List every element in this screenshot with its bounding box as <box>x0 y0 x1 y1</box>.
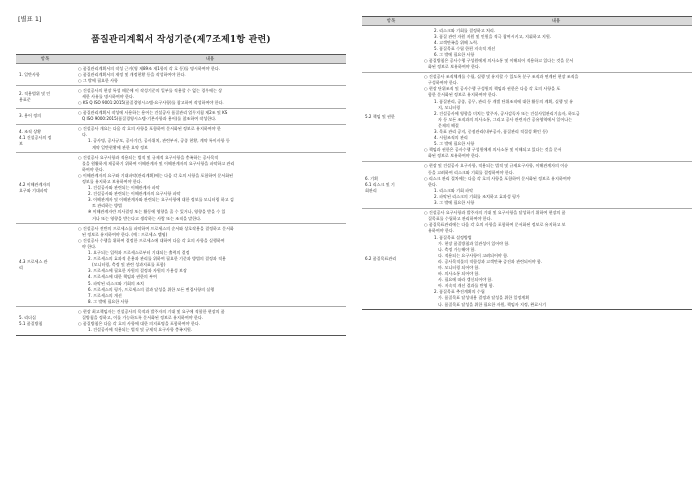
right-table-body <box>362 26 692 310</box>
row-content-cell <box>74 108 346 124</box>
content-line: 3. 그 밖에 필요한 사항 <box>434 200 475 206</box>
annex-label: [별표 1] <box>18 15 42 23</box>
item-label: 4.3 프로세스 관 <box>19 259 48 265</box>
row-item-cell <box>362 72 420 161</box>
row-content-cell <box>74 224 346 307</box>
content-line: ○ 건설공사의 현장 특성 때문에 이 작성기준의 일부를 적용할 수 없는 경우에는 상 <box>78 87 223 93</box>
content-line: ○ 현장 및 건설공사 요구사항, 적용되는 법적 및 규제요구사항, 이해관계자의 이슈 <box>424 163 569 169</box>
content-line: 하여야 한다. <box>82 166 105 172</box>
content-line: 마. 모니터링 되어야 함. <box>438 264 480 270</box>
table-row <box>362 72 692 161</box>
content-line: 아. 지속적 개선 결과를 반영 함. <box>438 283 494 289</box>
table-header-row <box>362 17 692 26</box>
header-content: 내용 <box>74 55 346 64</box>
content-line: 1. 공사명, 공사규모, 공사기간, 공사위치, 관련부서, 공종 현황, 계약 특이사항 등 <box>88 138 230 144</box>
content-line: 구성하여야 한다. <box>428 80 458 86</box>
table-row <box>362 26 692 73</box>
table-row <box>16 86 346 108</box>
item-label: 6.1 리스크 및 기 <box>365 181 395 187</box>
item-label: 2. 적용범위 및 인 <box>19 90 51 96</box>
content-line: 1. 건설공사에 적용되는 법적 및 규제적 요구사항 충족지원. <box>88 327 193 333</box>
content-line: ○ 이해관계자의 요구와 기대파악(관리계획)에는 다음 각 호의 사항을 포함하여 문서화된 <box>78 172 234 178</box>
content-line: 4. 시험조직의 관리 <box>434 135 468 141</box>
content-line: ○ 건설공사 요구사항과 적용되는 법적 및 규제적 요구사항을 충족하는 공사목적 <box>78 154 219 160</box>
row-content-cell <box>74 153 346 224</box>
left-standards-table <box>16 54 346 336</box>
content-line: 라. 공사목적물의 적합성과 고객만족 증진과 관련되어야 함. <box>438 258 543 264</box>
content-line: ○ 품질방침은 다음 각 호의 사항에 대한 의지표명을 포함하여야 한다. <box>78 321 200 327</box>
content-line: 질목표를 수립하고 관리하여야 한다. <box>428 216 492 222</box>
content-line: 1. 요구되는 입력과 프로세스로부터 기대되는 출력의 결정 <box>88 250 190 256</box>
content-line: ※ 이해관계자란 의사결정 또는 활동에 영향을 줄 수 있거나, 영향을 받을 수 있 <box>88 209 226 215</box>
item-label: 3. 용어 정의 <box>19 113 42 119</box>
content-line: 된 정보로 유지하여야 한다. (예 : 프로세스 맵핑) <box>82 231 168 237</box>
row-item-cell <box>362 208 420 310</box>
content-line: 3. 목표 관리 공지, 중점관리(내부공사, 품질관리 적절성 확인 등) <box>434 129 548 134</box>
item-label: 4. 조직 상황 <box>19 129 42 135</box>
content-line: 화된 정보로 보유하여야 한다. <box>428 153 481 159</box>
item-label: 회관리 <box>365 187 377 193</box>
content-line: Q ISO 9000:2015(품질경영시스템-기본사항과 용어)를 참조하여 작성한다. <box>82 116 217 122</box>
content-line: 사. 필요에 따라 갱신되어야 함. <box>438 277 493 283</box>
content-line: 다. <box>82 132 88 138</box>
content-line: 물을 원활하게 제공하기 위하여 이해관계자 및 이해관계자의 요구사항을 파악하고 관리 <box>82 160 235 166</box>
content-line: 4. 프로세스에 대한 책임과 권한의 부여 <box>88 274 157 280</box>
row-item-cell <box>16 108 74 124</box>
row-item-cell <box>16 86 74 108</box>
item-label: 요구와 기대파악 <box>19 188 48 194</box>
row-item-cell <box>16 124 74 152</box>
right-standards-table <box>362 16 692 310</box>
content-line: ○ 품질관리계획서의 제정 및 개정현황 등을 작성하여야 한다. <box>78 71 186 77</box>
content-line: 3. 품질 관련 자원 지원 및 인원을 적극 참여시키고, 지휘하고 지원. <box>434 33 552 39</box>
table-row <box>16 124 346 152</box>
content-line: ○ 건설공사 개요는 다음 각 호의 사항을 포함하여 문서화된 정보로 유지하여야 한 <box>78 126 221 132</box>
content-line: 5. 파악된 리스크와 기회의 조치 <box>88 280 144 286</box>
content-line: 7. 프로세스의 개선 <box>88 292 122 298</box>
content-line: ○ 건설공사 요구사항과 발주자의 기대 및 요구사항을 달성하기 위하여 현장의 품 <box>424 210 566 216</box>
item-label: 5. 리더십 <box>19 314 36 320</box>
table-header-row <box>16 55 346 64</box>
content-line: 6. 그 밖에 필요한 사항 <box>434 51 475 57</box>
content-line: 화된 정보로 보유하여야 한다. <box>428 64 481 70</box>
content-line: 문제의 해결 <box>438 122 459 128</box>
content-line: 정보를 유지하고 보유하여야 한다. <box>82 179 142 184</box>
content-line: ○ 품질목표관리에는 다음 각 호의 사항을 포함하여 문서화된 정보로 유지하고 보 <box>424 222 566 228</box>
content-line: 한다. <box>428 181 438 187</box>
content-line: 지, 모니터링 <box>438 104 461 110</box>
content-line: ○ 품질관리계획서 작성에 사용하는 용어는 건설공사 품질관리 업무지침 제2조 및 KS <box>78 110 228 116</box>
row-item-cell <box>362 26 420 73</box>
row-content-cell <box>74 64 346 86</box>
content-line: 6. 프로세스의 평가, 프로세스의 결과 달성을 위한 모든 변경사항의 실행 <box>88 286 215 292</box>
content-line: 야 한다. <box>82 243 97 249</box>
item-label: 6.2 품질목표관리 <box>365 255 397 261</box>
content-line: ○ 건설공사 조직체계를 수립, 실행 및 유지할 수 있도록 분구 조직과 연계된 현장 조직을 <box>424 74 579 80</box>
item-label: 리 <box>19 265 23 271</box>
table-row <box>362 208 692 310</box>
content-line: 등을 고려하여 리스크와 기회를 결정하여야 한다. <box>428 169 514 175</box>
left-table-body <box>16 64 346 336</box>
row-item-cell <box>362 161 420 208</box>
content-line: 나. 품질목표 달성을 위한 필요한 자원, 책임자 지정, 완료시기 <box>438 301 546 307</box>
row-item-cell <box>16 153 74 224</box>
row-content-cell <box>74 86 346 108</box>
content-line: 2. 건설공사와 관련되는 이해관계자의 요구사항 파악 <box>88 191 181 197</box>
content-line: 2. 건설공사에 영향을 미치는 발주자, 공사감독자 또는 건설사업관리기술자, 하도급 <box>434 110 580 116</box>
row-content-cell <box>420 161 692 208</box>
content-line: 다. 적용되는 요구사항이 고려되어야 함. <box>438 252 509 258</box>
content-line: 2. 리스크와 기회를 결정하고 처리. <box>434 27 496 33</box>
row-content-cell <box>74 124 346 152</box>
row-item-cell <box>16 307 74 335</box>
row-content-cell <box>420 208 692 310</box>
content-line: 1. 품질관리, 공종, 공무, 관리 등 개별 단위조직에 대한 활동의 계획, 실행 및 유 <box>434 98 574 104</box>
content-line: 3. 이해관계자 및 이해관계자와 관련되는 요구사항에 대한 정보를 모니터링 하고 검 <box>88 197 234 203</box>
item-label: 4.2 이해관계자의 <box>19 182 51 188</box>
item-label: 용표준 <box>19 96 31 102</box>
item-label: 5.1 품질방침 <box>19 321 43 327</box>
row-content-cell <box>74 307 346 335</box>
content-line: 거나 또는 영향을 받는다고 생각하는 사람 또는 조직을 말한다. <box>92 215 202 221</box>
content-line: ○ 품질방침은 공사수행 구성원에게 의사소통 및 이해되어 적용하고 있다는 것을 문서 <box>424 57 574 63</box>
content-line: 함한 문서화된 정보로 유지하여야 한다. <box>428 92 497 98</box>
content-line: ○ 리스크 관리 절차에는 다음 각 호의 사항을 포함하여 문서화된 정보로 유지하여야 <box>424 175 571 181</box>
content-line: ○ 건설공사 수행을 위하여 결정한 프로세스에 대하여 다음 각 호의 사항을 실행하여 <box>78 237 225 243</box>
content-line: ○ 현장 최고책임자는 건설공사의 목적과 발주자의 기대 및 요구에 적합한 현장의 품 <box>78 308 225 314</box>
content-line: ○ 책임과 권한은 공사수행 구성원에게 의사소통 및 이해되고 있다는 것을 문서 <box>424 147 562 153</box>
row-content-cell <box>420 26 692 73</box>
row-item-cell <box>16 64 74 86</box>
content-line: 5. 품질목표 수립 한편 지속적 개선 <box>434 45 496 51</box>
right-page <box>362 16 692 310</box>
content-line: 토 관리하는 방법 <box>92 203 122 209</box>
content-line: 나. 측정 가능해야 함. <box>438 246 476 252</box>
content-line: ○ KS Q ISO 9001:2015(품질경영시스템-요구사항)를 참고하여 작성하여야 한다. <box>78 99 224 105</box>
left-page <box>16 14 346 336</box>
content-line: 계약 일반현황에 관한 요약 정보 <box>92 144 148 150</box>
header-content: 내용 <box>420 17 692 26</box>
row-item-cell <box>16 224 74 307</box>
table-row <box>16 153 346 224</box>
content-line: 2. 품질목표 추진계획의 수립 <box>434 289 485 295</box>
content-line: 3. 프로세스에 필요한 자원의 결정과 자원의 가용성 보장 <box>88 268 187 274</box>
item-label: 5.2 책임 및 권한 <box>365 113 395 119</box>
content-line: 1. 품질목표 설정방법 <box>434 234 472 240</box>
content-line: 세한 사유를 명시하여야 한다. <box>82 93 135 99</box>
item-label: 4.1 건설공사의 정 <box>19 135 52 141</box>
content-line: 자 등 모든 조직과의 의사소통, 그리고 공사 관련자간 공유영역에서 일어나는 <box>438 116 573 122</box>
content-line: ○ 건설공사 전반의 프로세스를 파악하여 프로세스의 순서와 상호작용을 결정하고 문서화 <box>78 225 234 231</box>
content-line: ○ 현장 단위조직 및 공사수행 구성원의 책임과 권한은 다음 각 호의 사항을 포 <box>424 86 561 92</box>
header-item: 항목 <box>16 55 74 64</box>
content-line: 4. 고객만족을 위해 노력. <box>434 39 479 45</box>
content-line: 바. 의사소통 되어야 함. <box>438 271 480 277</box>
table-row <box>362 161 692 208</box>
table-row <box>16 224 346 307</box>
content-line: 유하여야 한다. <box>428 228 455 234</box>
table-row <box>16 307 346 335</box>
content-line: 2. 프로세스의 효과적 운용과 관리를 위하여 필요한 기준과 방법의 결정과 적용 <box>88 256 226 262</box>
content-line: ○ 품질관리계획서의 작성 근거(영 제89조 제1항의 각 호 등)를 명시하여야 한다. <box>78 65 220 71</box>
content-line: 가. 품질목표 달성내용 결정과 달성을 위한 일정계획 <box>438 295 530 301</box>
content-line: 2. 파악된 리스크의 기회를 조치하고 효과성 평가 <box>434 193 520 199</box>
header-item: 항목 <box>362 17 420 26</box>
table-row <box>16 64 346 86</box>
item-label: 보 <box>19 141 23 147</box>
content-line: 5. 그 밖에 필요한 사항 <box>434 141 475 147</box>
content-line: (모니터링, 측정 및 관련 성과지표를 포함) <box>92 262 166 268</box>
content-line: 1. 건설공사와 관련되는 이해관계자 파악 <box>88 185 160 191</box>
document-title: 품질관리계획서 작성기준(제7조제1항 관련) <box>91 35 271 45</box>
content-line: 질방침을 정하고, 이를 가능하도록 문서화된 정보로 유지하여야 한다. <box>82 314 204 320</box>
item-label: 6. 기획 <box>365 175 378 181</box>
row-content-cell <box>420 72 692 161</box>
content-line: 8. 그 밖에 필요한 사항 <box>88 298 129 304</box>
content-line: 가. 현장 품질방침과 일관성이 있어야 함. <box>438 240 510 246</box>
item-label: 1. 일반사항 <box>19 71 40 77</box>
content-line: 1. 리스크와 기회 파악 <box>434 187 473 193</box>
content-line: ○ 그 밖에 필요한 사항 <box>78 77 118 83</box>
table-row <box>16 108 346 124</box>
